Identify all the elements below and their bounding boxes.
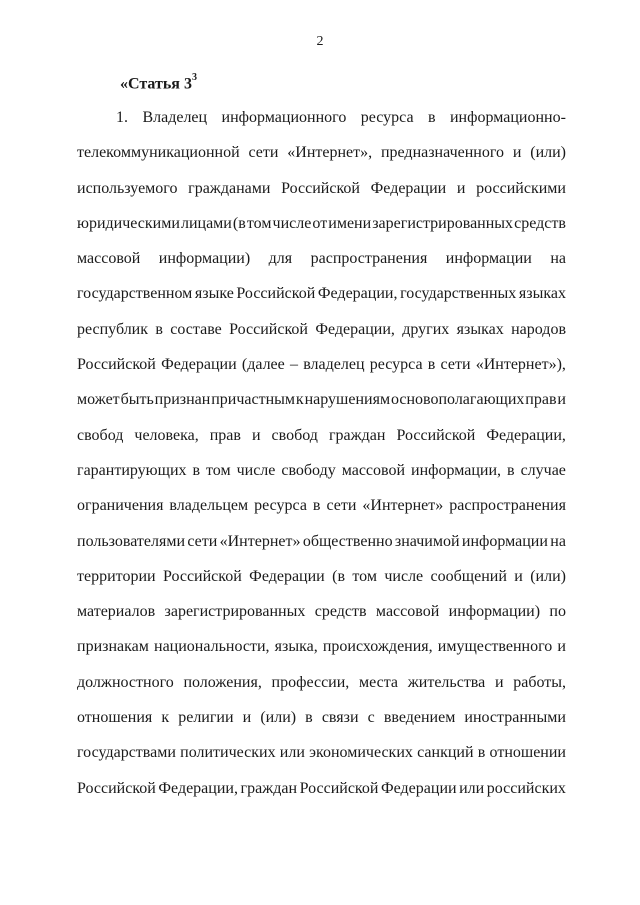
text-word: и: [557, 391, 566, 409]
text-line: [77, 461, 566, 496]
text-word: государствами: [77, 744, 176, 762]
text-word: сети: [440, 356, 471, 374]
text-word: распространения: [449, 497, 566, 515]
text-word: основополагающих: [390, 391, 525, 409]
text-word: прав: [209, 426, 241, 444]
text-word: числе: [384, 567, 424, 585]
text-word: том: [352, 567, 377, 585]
text-line: [77, 496, 566, 531]
text-word: религии: [178, 709, 234, 727]
text-word: распространения: [310, 250, 428, 268]
text-word: в: [155, 320, 163, 338]
text-word: в: [312, 497, 321, 515]
text-word: на: [550, 532, 566, 550]
text-word: национальности,: [154, 638, 270, 656]
text-word: случае: [520, 461, 566, 479]
text-word: от: [312, 214, 328, 232]
text-word: республик: [77, 320, 149, 338]
text-word: имени: [328, 214, 372, 232]
text-word: Российской: [77, 779, 156, 797]
text-line: [77, 602, 566, 637]
text-word: связи: [321, 709, 359, 727]
article-body: [77, 108, 566, 814]
text-word: в: [192, 461, 201, 479]
text-word: (или): [530, 144, 566, 162]
article-title-superscript: 3: [191, 72, 197, 83]
text-word: с: [367, 709, 375, 727]
text-word: языках: [518, 285, 566, 303]
text-word: сети: [187, 532, 218, 550]
text-line: [77, 532, 566, 567]
text-word: других: [402, 320, 450, 338]
text-word: места: [359, 673, 399, 691]
text-word: ресурса: [369, 356, 423, 374]
text-line: [77, 426, 566, 461]
text-word: информационного: [221, 109, 347, 126]
text-word: свободу: [281, 461, 336, 479]
text-word: сети: [326, 497, 357, 515]
text-word: значимой: [394, 532, 460, 550]
text-word: в: [477, 744, 486, 762]
text-word: Российской: [162, 567, 242, 585]
text-word: российских: [486, 779, 566, 797]
text-line: [77, 179, 566, 214]
text-word: к: [161, 709, 170, 727]
text-word: и: [514, 567, 523, 585]
text-word: владельцем: [169, 497, 249, 515]
text-word: Владелец: [142, 109, 208, 126]
text-word: (в: [332, 567, 345, 585]
text-word: массовой: [341, 461, 406, 479]
text-word: «Интернет»: [362, 497, 444, 515]
article-title: «Статья 3: [120, 75, 192, 93]
text-word: отношения: [77, 709, 153, 727]
text-word: владелец: [303, 356, 365, 374]
text-word: Федерации: [161, 356, 237, 374]
text-word: юридическими: [77, 214, 180, 232]
text-word: профессии,: [271, 673, 350, 691]
text-word: в: [305, 709, 313, 727]
text-word: используемого: [77, 179, 178, 197]
article-heading: [120, 71, 197, 93]
text-word: и: [557, 638, 566, 656]
text-word: средств: [314, 603, 367, 621]
text-word: ресурса: [254, 497, 307, 515]
text-word: –: [289, 356, 298, 374]
text-word: «Интернет»),: [475, 356, 566, 374]
text-word: быть: [120, 391, 154, 409]
text-line: [77, 708, 566, 743]
text-line: [77, 143, 566, 178]
text-word: телекоммуникационной: [77, 144, 240, 162]
text-word: лицами: [180, 214, 232, 232]
text-word: нарушениям: [304, 391, 391, 409]
text-word: зарегистрированных: [164, 603, 306, 621]
text-word: и: [251, 426, 261, 444]
text-word: или: [279, 744, 305, 762]
text-word: санкций: [417, 744, 474, 762]
text-word: Российской: [229, 320, 308, 338]
text-line: [77, 355, 566, 390]
text-word: может: [77, 391, 120, 409]
text-word: для: [268, 250, 293, 268]
text-word: зарегистрированных: [372, 214, 514, 232]
text-line: [77, 284, 566, 319]
text-word: территории: [77, 567, 156, 585]
text-word: предназначенного: [380, 144, 505, 162]
text-word: народов: [511, 320, 566, 338]
text-word: (далее: [241, 356, 285, 374]
text-word: политических: [180, 744, 276, 762]
text-line: [77, 567, 566, 602]
text-word: свобод: [77, 426, 124, 444]
text-word: Российской: [236, 285, 316, 303]
text-word: или: [459, 779, 485, 797]
text-word: имущественного: [437, 638, 553, 656]
text-word: (или): [530, 567, 566, 585]
text-word: языках: [456, 320, 504, 338]
text-line: [77, 390, 566, 425]
text-word: российскими: [476, 179, 566, 197]
text-word: жительства: [407, 673, 486, 691]
page-number: 2: [316, 34, 324, 49]
text-word: (или): [260, 709, 297, 727]
text-word: экономических: [309, 744, 413, 762]
text-word: информации): [158, 250, 251, 268]
text-word: Федерации,: [317, 285, 398, 303]
text-word: информации,: [411, 461, 502, 479]
text-word: отношении: [489, 744, 566, 762]
text-word: языке: [194, 285, 234, 303]
text-word: Федерации: [370, 179, 447, 197]
text-word: свобод: [271, 426, 318, 444]
text-word: государственных: [400, 285, 517, 303]
text-word: гражданами: [188, 179, 271, 197]
text-word: (в: [232, 214, 246, 232]
text-word: сообщений: [430, 567, 507, 585]
text-word: гарантирующих: [77, 461, 187, 479]
text-word: и: [242, 709, 252, 727]
text-line: [77, 673, 566, 708]
text-word: введением: [383, 709, 456, 727]
text-word: информации: [445, 250, 532, 268]
text-word: пользователями: [77, 532, 186, 550]
text-word: в: [427, 356, 436, 374]
text-word: в: [507, 461, 515, 479]
text-line: [116, 108, 566, 143]
text-word: положения,: [183, 673, 262, 691]
text-word: на: [550, 250, 566, 268]
text-word: по: [549, 603, 566, 621]
text-word: должностного: [77, 673, 174, 691]
text-word: Российской: [299, 779, 379, 797]
text-word: Федерации: [249, 567, 325, 585]
text-line: [77, 637, 566, 672]
text-line: [77, 743, 566, 778]
text-word: граждан: [240, 779, 298, 797]
text-word: ресурса: [360, 109, 414, 126]
text-word: информации: [461, 532, 548, 550]
text-word: прав: [525, 391, 557, 409]
text-word: информации): [448, 603, 541, 621]
text-word: и: [512, 144, 522, 162]
text-line: [77, 249, 566, 284]
text-word: Российской: [396, 426, 476, 444]
text-word: работы,: [513, 673, 566, 691]
text-word: происхождения,: [322, 638, 433, 656]
text-word: числе: [272, 214, 312, 232]
text-word: «Интернет»: [219, 532, 301, 550]
text-word: материалов: [77, 603, 156, 621]
text-word: том: [206, 461, 231, 479]
text-word: 1.: [116, 109, 128, 126]
text-word: к: [295, 391, 304, 409]
text-word: в: [427, 109, 436, 126]
text-word: граждан: [328, 426, 386, 444]
text-word: Федерации,: [486, 426, 566, 444]
text-word: «Интернет»,: [287, 144, 373, 162]
text-word: том: [246, 214, 272, 232]
text-word: средств: [514, 214, 566, 232]
text-word: причастным: [211, 391, 296, 409]
text-word: Федерации: [381, 779, 457, 797]
text-word: государственном: [77, 285, 193, 303]
text-word: информационно-: [449, 109, 566, 126]
text-line: [77, 779, 566, 814]
text-word: и: [494, 673, 504, 691]
text-word: ограничения: [77, 497, 164, 515]
text-word: языка,: [274, 638, 318, 656]
text-word: числе: [236, 461, 276, 479]
text-word: признан: [154, 391, 211, 409]
text-word: составе: [170, 320, 222, 338]
text-word: иностранными: [464, 709, 566, 727]
text-line: [77, 214, 566, 249]
text-word: Федерации,: [315, 320, 395, 338]
text-word: человека,: [134, 426, 199, 444]
text-word: и: [456, 179, 466, 197]
text-line: [77, 320, 566, 355]
text-word: сети: [248, 144, 279, 162]
text-word: Федерации,: [158, 779, 238, 797]
text-word: Российской: [77, 356, 156, 374]
text-word: Российской: [281, 179, 360, 197]
text-word: массовой: [77, 250, 141, 268]
text-word: общественно: [302, 532, 393, 550]
text-word: признакам: [77, 638, 149, 656]
text-word: массовой: [375, 603, 440, 621]
